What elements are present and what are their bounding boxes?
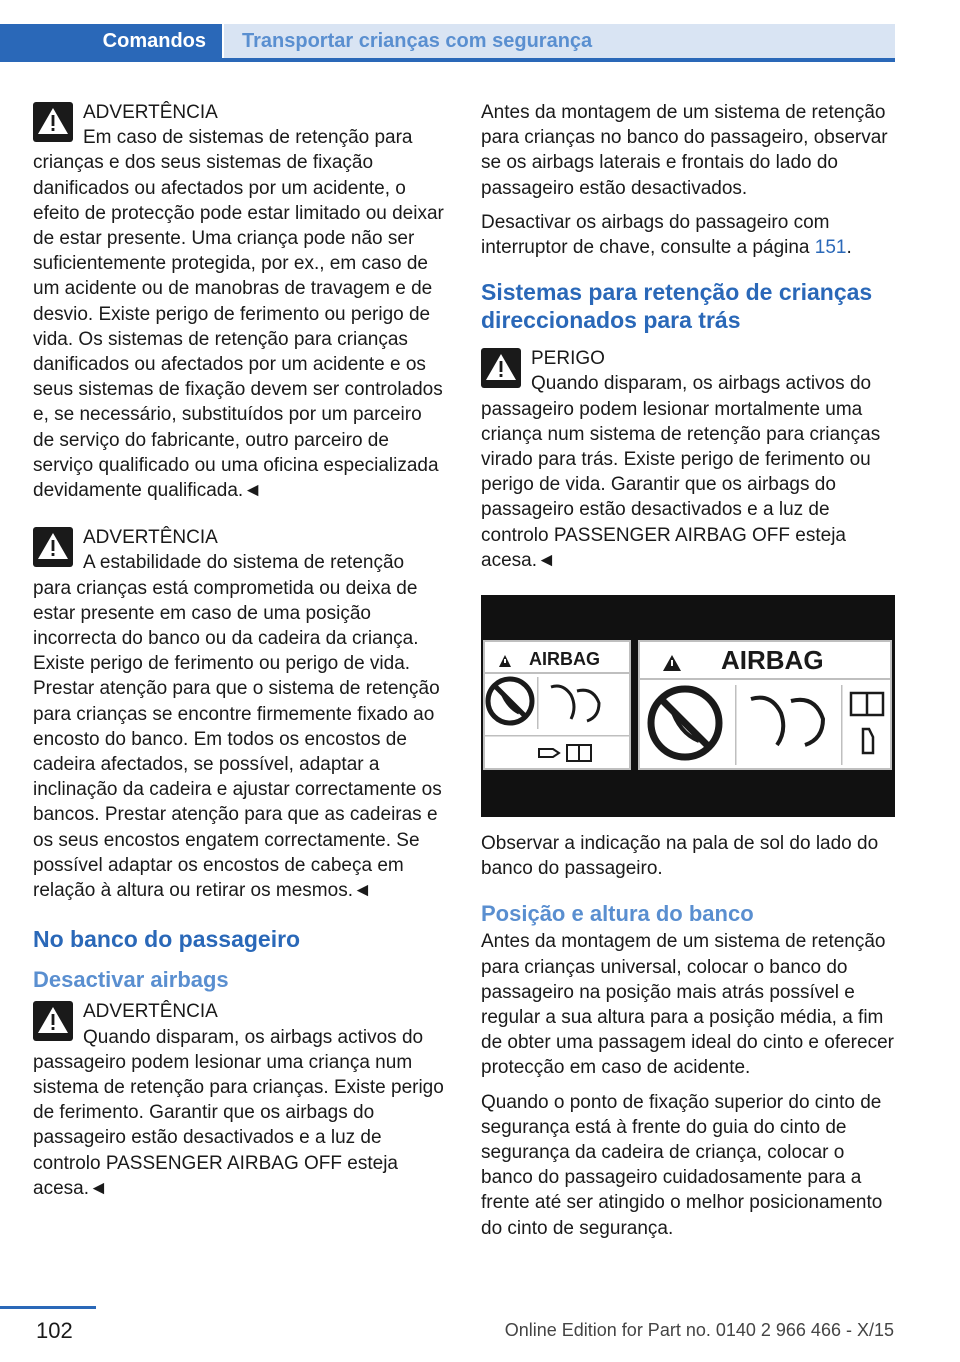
warning-text: passageiro podem lesionar uma criança num sistema de retenção para crianças. Existe perigo de ferimento. Garantir que os airbags do passageiro estão desactivados e a luz de controlo PASSENGER AIRBAG OFF esteja acesa.◄ xyxy=(33,1051,444,1199)
section-title: No banco do passageiro xyxy=(33,926,301,953)
warning-block xyxy=(33,525,448,903)
airbag-label-small-text: AIRBAG xyxy=(529,649,600,670)
warning-text-first: Em caso de sistemas de retenção para xyxy=(83,127,413,149)
warning-triangle-icon xyxy=(33,102,73,142)
footer-rule xyxy=(0,1306,96,1309)
edition-text: Online Edition for Part no. 0140 2 966 466 - X/15 xyxy=(504,1320,894,1340)
paragraph: Antes da montagem de um sistema de retenção para crianças no banco do passageiro, observar se os airbags laterais e frontais do lado do passageiro estão desactivados. xyxy=(481,102,888,199)
paragraph xyxy=(481,210,895,260)
airbag-label-large-text: AIRBAG xyxy=(721,645,824,676)
section-tab[interactable] xyxy=(224,24,895,58)
paragraph: Antes da montagem de um sistema de retenção para crianças universal, colocar o banco do passageiro na posição mais atrás possível e regular a sua altura para a posição média, a fim de obter uma passagem ideal do cinto e oferecer protecção em caso de acidente. xyxy=(481,931,894,1079)
danger-block xyxy=(481,346,895,573)
danger-text-first: Quando disparam, os airbags activos do xyxy=(531,373,872,395)
warning-triangle-icon xyxy=(481,348,521,388)
section-title: Sistemas para retenção de crianças direccionados para trás xyxy=(481,279,873,334)
header-rule xyxy=(0,58,895,62)
danger-text: passageiro podem lesionar mortalmente uma criança num sistema de retenção para crianças virado para trás. Existe perigo de ferimento ou perigo de vida. Garantir que os airbags do passageiro estão desactivados e a luz de controlo PASSENGER AIRBAG OFF esteja acesa.◄ xyxy=(481,398,881,571)
airbag-warning-label-image xyxy=(481,595,895,817)
warning-label: ADVERTÊNCIA xyxy=(83,1001,218,1023)
warning-label: ADVERTÊNCIA xyxy=(83,527,218,549)
paragraph-text: . xyxy=(846,237,852,259)
warning-text-first: A estabilidade do sistema de retenção xyxy=(83,552,405,574)
paragraph-text: Desactivar os airbags do passageiro com interruptor de chave, consulte a página xyxy=(481,211,830,259)
section-tab-label: Transportar crianças com segurança xyxy=(242,29,593,52)
danger-label: PERIGO xyxy=(531,348,605,370)
warning-text: para crianças está comprometida ou deixa de estar presente em caso de uma posição incorrecta do banco ou da cadeira da criança. Existe perigo de ferimento ou perigo de vida. Prestar atenção para que o sistema de retenção para crianças se encontre firmemente fixado ao encosto do banco. Em todos os encostos de cadeira afectados, se possível, adaptar a inclinação da cadeira e ajustar correctamente os bancos. Prestar atenção para que as cadeiras e os seus encostos engatem correctamente. Se possível adaptar os encostos de cabeça em relação à altura ou retirar os mesmos.◄ xyxy=(33,577,442,902)
left-column xyxy=(33,100,448,1223)
warning-block xyxy=(33,999,448,1201)
airbag-label-figure xyxy=(481,595,895,817)
chapter-tab[interactable] xyxy=(0,24,222,58)
page-link[interactable]: 151 xyxy=(814,237,847,259)
warning-text: crianças e dos seus sistemas de fixação danificados ou afectados por um acidente, o efeito de protecção pode estar limitado ou deixar de estar presente. Uma criança pode não ser suficientemente protegida, por ex., em caso de um acidente ou de manobras de travagem e de desvio. Existe perigo de ferimento ou perigo de vida. Os sistemas de retenção para crianças danificados ou afectados por um acidente e os seus sistemas de fixação devem ser controlados e, se necessário, substituídos por um parceiro de serviço do fabricante, outro parceiro de serviço qualificado ou uma oficina especializada devidamente qualificada.◄ xyxy=(33,152,444,502)
warning-block xyxy=(33,100,448,503)
warning-text-first: Quando disparam, os airbags activos do xyxy=(83,1026,424,1048)
subsection-title: Desactivar airbags xyxy=(33,967,229,993)
warning-triangle-icon xyxy=(33,527,73,567)
warning-label: ADVERTÊNCIA xyxy=(83,102,218,123)
page-number: 102 xyxy=(36,1318,73,1343)
paragraph: Quando o ponto de fixação superior do cinto de segurança está à frente do guia do cinto de segurança da cadeira de criança, colocar o banco do passageiro cuidadosamente para a frente até ser atingido o melhor posicionamento do cinto de segurança. xyxy=(481,1091,883,1239)
chapter-tab-label: Comandos xyxy=(102,29,206,52)
figure-caption: Observar a indicação na pala de sol do lado do banco do passageiro. xyxy=(481,833,879,880)
subsection-title: Posição e altura do banco xyxy=(481,901,754,927)
warning-triangle-icon xyxy=(33,1001,73,1041)
right-column xyxy=(481,100,895,1250)
